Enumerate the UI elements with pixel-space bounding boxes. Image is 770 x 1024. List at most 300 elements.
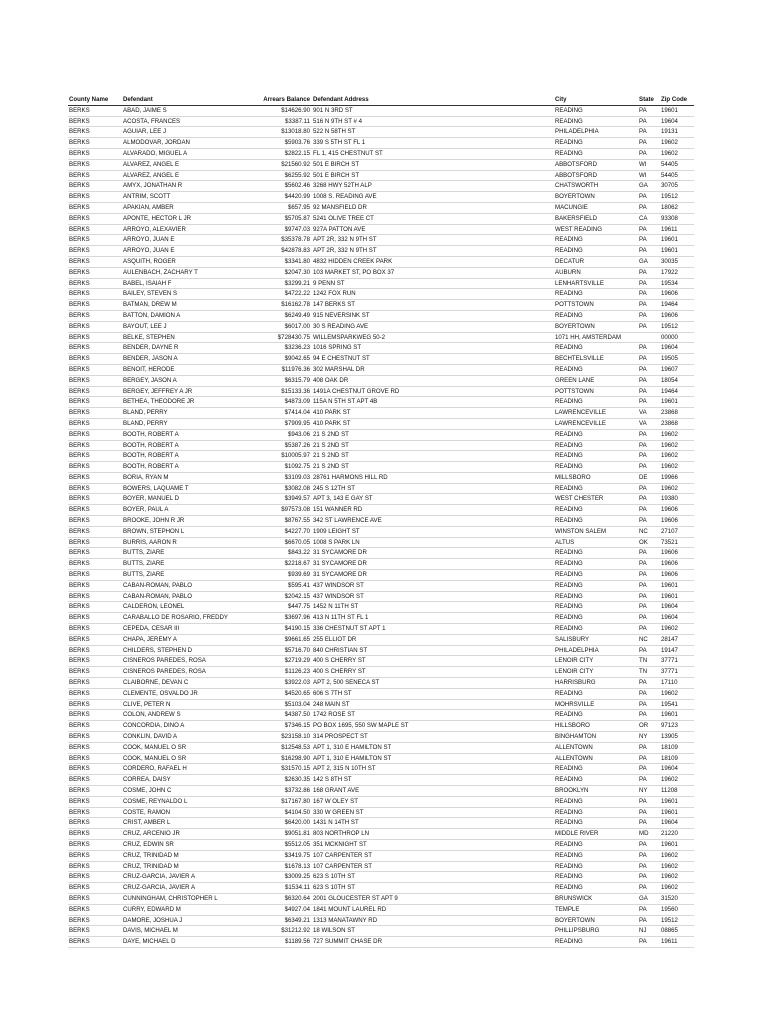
state-cell: OK (638, 537, 659, 548)
zip-cell: 19602 (659, 429, 694, 440)
county-cell: BERKS (68, 688, 122, 699)
city-cell: READING (554, 105, 638, 116)
defendant-cell: ALVAREZ, ANGEL E (122, 170, 258, 181)
header-county-name: County Name (68, 95, 122, 105)
defendant-cell: CLEMENTE, OSVALDO JR (122, 688, 258, 699)
defendant-cell: CARABALLO DE ROSARIO, FREDDY (122, 613, 258, 624)
balance-cell: $7414.04 (258, 408, 312, 419)
defendant-cell: CRUZ, TRINIDAD M (122, 850, 258, 861)
zip-cell: 19601 (659, 796, 694, 807)
address-cell: 21 S 2ND ST (312, 429, 554, 440)
county-cell: BERKS (68, 516, 122, 527)
state-cell: NY (638, 732, 659, 743)
state-cell: WI (638, 159, 659, 170)
table-row (68, 526, 694, 537)
defendant-cell: BLAND, PERRY (122, 408, 258, 419)
table-row (68, 818, 694, 829)
table-row (68, 440, 694, 451)
state-cell: PA (638, 624, 659, 635)
defendant-cell: ARROYO, JUAN E (122, 246, 258, 257)
table-row (68, 537, 694, 548)
defendant-cell: AMYX, JONATHAN R (122, 181, 258, 192)
header-defendant-address: Defendant Address (312, 95, 554, 105)
city-cell: READING (554, 462, 638, 473)
address-cell: 92 MANSFIELD DR (312, 202, 554, 213)
county-cell: BERKS (68, 483, 122, 494)
balance-cell: $3109.03 (258, 472, 312, 483)
table-row (68, 246, 694, 257)
defendant-cell: COLON, ANDREW S (122, 710, 258, 721)
zip-cell: 19601 (659, 105, 694, 116)
city-cell: READING (554, 937, 638, 948)
state-cell: PA (638, 343, 659, 354)
table-row (68, 678, 694, 689)
city-cell: LAWRENCEVILLE (554, 408, 638, 419)
city-cell: READING (554, 613, 638, 624)
address-cell: 142 S 8TH ST (312, 775, 554, 786)
state-cell: PA (638, 192, 659, 203)
balance-cell: $2047.30 (258, 267, 312, 278)
city-cell: ABBOTSFORD (554, 159, 638, 170)
county-cell: BERKS (68, 634, 122, 645)
balance-cell: $4927.04 (258, 904, 312, 915)
defendant-cell: DAMORE, JOSHUA J (122, 915, 258, 926)
state-cell: PA (638, 753, 659, 764)
balance-cell: $1678.13 (258, 861, 312, 872)
table-row (68, 710, 694, 721)
address-cell: 516 N 9TH ST # 4 (312, 116, 554, 127)
address-cell: 408 OAK DR (312, 375, 554, 386)
address-cell: APT 3, 143 E GAY ST (312, 494, 554, 505)
zip-cell: 19601 (659, 580, 694, 591)
balance-cell: $97573.08 (258, 505, 312, 516)
zip-cell: 19611 (659, 937, 694, 948)
county-cell: BERKS (68, 408, 122, 419)
table-row (68, 602, 694, 613)
state-cell: PA (638, 505, 659, 516)
balance-cell: $16162.78 (258, 300, 312, 311)
city-cell: ABBOTSFORD (554, 170, 638, 181)
table-row (68, 397, 694, 408)
address-cell: 339 S 5TH ST FL 1 (312, 138, 554, 149)
table-row (68, 883, 694, 894)
county-cell: BERKS (68, 181, 122, 192)
zip-cell: 19611 (659, 224, 694, 235)
address-cell: 31 SYCAMORE DR (312, 570, 554, 581)
city-cell: READING (554, 235, 638, 246)
county-cell: BERKS (68, 591, 122, 602)
zip-cell: 19601 (659, 839, 694, 850)
address-cell: 410 PARK ST (312, 408, 554, 419)
address-cell: 1452 N 11TH ST (312, 602, 554, 613)
state-cell: PA (638, 278, 659, 289)
table-row (68, 300, 694, 311)
city-cell: BOYERTOWN (554, 321, 638, 332)
defendant-cell: BURRIS, AARON R (122, 537, 258, 548)
defendant-cell: AULENBACH, ZACHARY T (122, 267, 258, 278)
address-cell: 1841 MOUNT LAUREL RD (312, 904, 554, 915)
defendant-cell: BAYOUT, LEE J (122, 321, 258, 332)
table-row (68, 861, 694, 872)
city-cell: READING (554, 148, 638, 159)
table-row (68, 516, 694, 527)
city-cell: LAWRENCEVILLE (554, 418, 638, 429)
county-cell: BERKS (68, 786, 122, 797)
city-cell: PHILLIPSBURG (554, 926, 638, 937)
address-cell: 255 ELLIOT DR (312, 634, 554, 645)
city-cell: AUBURN (554, 267, 638, 278)
table-row (68, 267, 694, 278)
balance-cell: $6249.49 (258, 310, 312, 321)
address-cell: 107 CARPENTER ST (312, 850, 554, 861)
address-cell: 336 CHESTNUT ST APT 1 (312, 624, 554, 635)
defendant-cell: CRUZ-GARCIA, JAVIER A (122, 883, 258, 894)
county-cell: BERKS (68, 829, 122, 840)
zip-cell: 19602 (659, 462, 694, 473)
address-cell: 1242 FOX RUN (312, 289, 554, 300)
zip-cell: 19606 (659, 505, 694, 516)
county-cell: BERKS (68, 170, 122, 181)
state-cell: DE (638, 472, 659, 483)
table-row (68, 559, 694, 570)
zip-cell: 30035 (659, 256, 694, 267)
zip-cell: 19607 (659, 364, 694, 375)
county-cell: BERKS (68, 624, 122, 635)
balance-cell: $6017.00 (258, 321, 312, 332)
table-row (68, 278, 694, 289)
defendant-cell: CRUZ, EDWIN SR (122, 839, 258, 850)
city-cell: READING (554, 764, 638, 775)
table-row (68, 354, 694, 365)
address-cell: 4832 HIDDEN CREEK PARK (312, 256, 554, 267)
zip-cell: 19602 (659, 688, 694, 699)
table-row (68, 472, 694, 483)
table-row (68, 148, 694, 159)
city-cell: BECHTELSVILLE (554, 354, 638, 365)
state-cell: PA (638, 429, 659, 440)
defendant-cell: ARROYO, ALEXAVIER (122, 224, 258, 235)
zip-cell: 31520 (659, 893, 694, 904)
balance-cell: $2719.29 (258, 656, 312, 667)
address-cell: 168 GRANT AVE (312, 786, 554, 797)
zip-cell: 37771 (659, 656, 694, 667)
county-cell: BERKS (68, 742, 122, 753)
zip-cell: 19464 (659, 386, 694, 397)
defendant-cell: BATMAN, DREW M (122, 300, 258, 311)
state-cell: PA (638, 710, 659, 721)
defendant-cell: BATTON, DAMION A (122, 310, 258, 321)
zip-cell: 19541 (659, 699, 694, 710)
zip-cell: 19464 (659, 300, 694, 311)
defendant-cell: BOOTH, ROBERT A (122, 462, 258, 473)
state-cell: PA (638, 915, 659, 926)
balance-cell: $1534.11 (258, 883, 312, 894)
defendant-cell: CRUZ, ARCENIO JR (122, 829, 258, 840)
balance-cell: $3419.75 (258, 850, 312, 861)
county-cell: BERKS (68, 839, 122, 850)
city-cell: TEMPLE (554, 904, 638, 915)
defendant-cell: COOK, MANUEL O SR (122, 753, 258, 764)
county-cell: BERKS (68, 861, 122, 872)
defendant-cell: BUTTS, ZIARE (122, 559, 258, 570)
table-row (68, 591, 694, 602)
zip-cell: 19601 (659, 397, 694, 408)
state-cell: PA (638, 602, 659, 613)
county-cell: BERKS (68, 224, 122, 235)
state-cell: PA (638, 688, 659, 699)
table-row (68, 256, 694, 267)
state-cell: GA (638, 256, 659, 267)
address-cell: 927A PATTON AVE (312, 224, 554, 235)
balance-cell: $4104.50 (258, 807, 312, 818)
defendant-cell: CISNEROS PAREDES, ROSA (122, 667, 258, 678)
county-cell: BERKS (68, 505, 122, 516)
zip-cell: 19601 (659, 235, 694, 246)
table-row (68, 364, 694, 375)
city-cell: READING (554, 570, 638, 581)
zip-cell: 19560 (659, 904, 694, 915)
county-cell: BERKS (68, 699, 122, 710)
city-cell: PHILADELPHIA (554, 127, 638, 138)
state-cell: PA (638, 127, 659, 138)
state-cell: PA (638, 462, 659, 473)
balance-cell: $31570.15 (258, 764, 312, 775)
county-cell: BERKS (68, 613, 122, 624)
zip-cell: 00000 (659, 332, 694, 343)
balance-cell: $1126.23 (258, 667, 312, 678)
balance-cell: $10005.97 (258, 451, 312, 462)
city-cell: PHILADELPHIA (554, 645, 638, 656)
city-cell: BOYERTOWN (554, 192, 638, 203)
table-row (68, 570, 694, 581)
city-cell: READING (554, 548, 638, 559)
balance-cell: $3387.11 (258, 116, 312, 127)
table-row (68, 937, 694, 948)
balance-cell: $657.95 (258, 202, 312, 213)
state-cell: PA (638, 839, 659, 850)
county-cell: BERKS (68, 775, 122, 786)
city-cell: DECATUR (554, 256, 638, 267)
defendant-cell: APAKIAN, AMBER (122, 202, 258, 213)
county-cell: BERKS (68, 116, 122, 127)
balance-cell: $5512.05 (258, 839, 312, 850)
balance-cell: $447.75 (258, 602, 312, 613)
table-row (68, 796, 694, 807)
state-cell: PA (638, 580, 659, 591)
defendant-cell: ALVARADO, MIGUEL A (122, 148, 258, 159)
table-row (68, 332, 694, 343)
city-cell: LENOIR CITY (554, 656, 638, 667)
city-cell: WEST CHESTER (554, 494, 638, 505)
city-cell: HILLSBORO (554, 721, 638, 732)
address-cell: 727 SUMMIT CHASE DR (312, 937, 554, 948)
table-row (68, 667, 694, 678)
defendant-cell: CRIST, AMBER L (122, 818, 258, 829)
county-cell: BERKS (68, 192, 122, 203)
county-cell: BERKS (68, 321, 122, 332)
city-cell: READING (554, 602, 638, 613)
city-cell: GREEN LANE (554, 375, 638, 386)
city-cell: ALLENTOWN (554, 742, 638, 753)
zip-cell: 19512 (659, 321, 694, 332)
address-cell: 400 S CHERRY ST (312, 656, 554, 667)
defendant-cell: CABAN-ROMAN, PABLO (122, 591, 258, 602)
county-cell: BERKS (68, 537, 122, 548)
balance-cell: $9747.03 (258, 224, 312, 235)
balance-cell: $7909.95 (258, 418, 312, 429)
table-row (68, 775, 694, 786)
table-row (68, 483, 694, 494)
balance-cell: $16298.90 (258, 753, 312, 764)
table-row (68, 170, 694, 181)
state-cell: PA (638, 937, 659, 948)
zip-cell: 18062 (659, 202, 694, 213)
defendant-cell: APONTE, HECTOR L JR (122, 213, 258, 224)
balance-cell: $21560.92 (258, 159, 312, 170)
county-cell: BERKS (68, 429, 122, 440)
defendant-cell: BROOKE, JOHN R JR (122, 516, 258, 527)
county-cell: BERKS (68, 667, 122, 678)
state-cell: PA (638, 321, 659, 332)
city-cell: READING (554, 796, 638, 807)
defendant-cell: CLIVE, PETER N (122, 699, 258, 710)
county-cell: BERKS (68, 418, 122, 429)
city-cell: READING (554, 397, 638, 408)
state-cell: GA (638, 181, 659, 192)
zip-cell: 19966 (659, 472, 694, 483)
address-cell: APT 1, 310 E HAMILTON ST (312, 753, 554, 764)
county-cell: BERKS (68, 213, 122, 224)
state-cell: PA (638, 202, 659, 213)
county-cell: BERKS (68, 375, 122, 386)
city-cell: ALLENTOWN (554, 753, 638, 764)
table-row (68, 213, 694, 224)
county-cell: BERKS (68, 343, 122, 354)
header-zip-code: Zip Code (659, 95, 694, 105)
city-cell: LENHARTSVILLE (554, 278, 638, 289)
city-cell: READING (554, 775, 638, 786)
city-cell: BAKERSFIELD (554, 213, 638, 224)
address-cell: 623 S 10TH ST (312, 872, 554, 883)
city-cell: READING (554, 246, 638, 257)
address-cell: 21 S 2ND ST (312, 462, 554, 473)
state-cell: PA (638, 451, 659, 462)
county-cell: BERKS (68, 796, 122, 807)
defendant-cell: CUNNINGHAM, CHRISTOPHER L (122, 893, 258, 904)
address-cell: 1431 N 14TH ST (312, 818, 554, 829)
table-body (68, 105, 694, 947)
zip-cell: 23868 (659, 408, 694, 419)
defendant-cell: CRUZ-GARCIA, JAVIER A (122, 872, 258, 883)
balance-cell: $8767.55 (258, 516, 312, 527)
table-row (68, 343, 694, 354)
city-cell: READING (554, 559, 638, 570)
header-city: City (554, 95, 638, 105)
state-cell: PA (638, 764, 659, 775)
city-cell: MOHRSVILLE (554, 699, 638, 710)
county-cell: BERKS (68, 904, 122, 915)
city-cell: BOYERTOWN (554, 915, 638, 926)
city-cell: READING (554, 440, 638, 451)
defendant-cell: ARROYO, JUAN E (122, 235, 258, 246)
table-row (68, 386, 694, 397)
table-row (68, 105, 694, 116)
balance-cell: $4190.15 (258, 624, 312, 635)
table-row (68, 462, 694, 473)
header-defendant: Defendant (122, 95, 258, 105)
city-cell: READING (554, 818, 638, 829)
state-cell (638, 332, 659, 343)
balance-cell: $13018.80 (258, 127, 312, 138)
table-row (68, 893, 694, 904)
address-cell: 245 S 12TH ST (312, 483, 554, 494)
table-row (68, 624, 694, 635)
address-cell: 501 E BIRCH ST (312, 170, 554, 181)
state-cell: PA (638, 300, 659, 311)
state-cell: PA (638, 267, 659, 278)
address-cell: 501 E BIRCH ST (312, 159, 554, 170)
city-cell: BRUNSWICK (554, 893, 638, 904)
address-cell: 606 S 7TH ST (312, 688, 554, 699)
zip-cell: 19606 (659, 559, 694, 570)
zip-cell: 19606 (659, 548, 694, 559)
balance-cell: $943.06 (258, 429, 312, 440)
state-cell: PA (638, 807, 659, 818)
balance-cell: $9051.81 (258, 829, 312, 840)
defendant-cell: BENOIT, HERODE (122, 364, 258, 375)
zip-cell: 19602 (659, 883, 694, 894)
county-cell: BERKS (68, 289, 122, 300)
city-cell: READING (554, 688, 638, 699)
defendant-cell: CONKLIN, DAVID A (122, 732, 258, 743)
county-cell: BERKS (68, 235, 122, 246)
city-cell: CHATSWORTH (554, 181, 638, 192)
address-cell: 167 W OLEY ST (312, 796, 554, 807)
state-cell: PA (638, 591, 659, 602)
city-cell: POTTSTOWN (554, 386, 638, 397)
zip-cell: 19604 (659, 343, 694, 354)
address-cell: 314 PROSPECT ST (312, 732, 554, 743)
city-cell: READING (554, 710, 638, 721)
address-cell: 413 N 11TH ST FL 1 (312, 613, 554, 624)
table-row (68, 181, 694, 192)
table-row (68, 829, 694, 840)
defendant-cell: CURRY, EDWARD M (122, 904, 258, 915)
defendant-cell: BOWERS, LAQUAME T (122, 483, 258, 494)
address-cell: WILLEMSPARKWEG 50-2 (312, 332, 554, 343)
county-cell: BERKS (68, 202, 122, 213)
table-row (68, 289, 694, 300)
zip-cell: 17110 (659, 678, 694, 689)
city-cell: HARRISBURG (554, 678, 638, 689)
table-row (68, 742, 694, 753)
county-cell: BERKS (68, 753, 122, 764)
balance-cell: $4873.09 (258, 397, 312, 408)
state-cell: PA (638, 246, 659, 257)
defendant-cell: BENDER, JASON A (122, 354, 258, 365)
city-cell: READING (554, 807, 638, 818)
county-cell: BERKS (68, 105, 122, 116)
table-row (68, 548, 694, 559)
address-cell: APT 2R, 332 N 9TH ST (312, 246, 554, 257)
address-cell: 5241 OLIVE TREE CT (312, 213, 554, 224)
state-cell: TN (638, 656, 659, 667)
balance-cell: $3732.86 (258, 786, 312, 797)
county-cell: BERKS (68, 602, 122, 613)
defendant-cell: COSME, JOHN C (122, 786, 258, 797)
county-cell: BERKS (68, 915, 122, 926)
address-cell: 1016 SPRING ST (312, 343, 554, 354)
